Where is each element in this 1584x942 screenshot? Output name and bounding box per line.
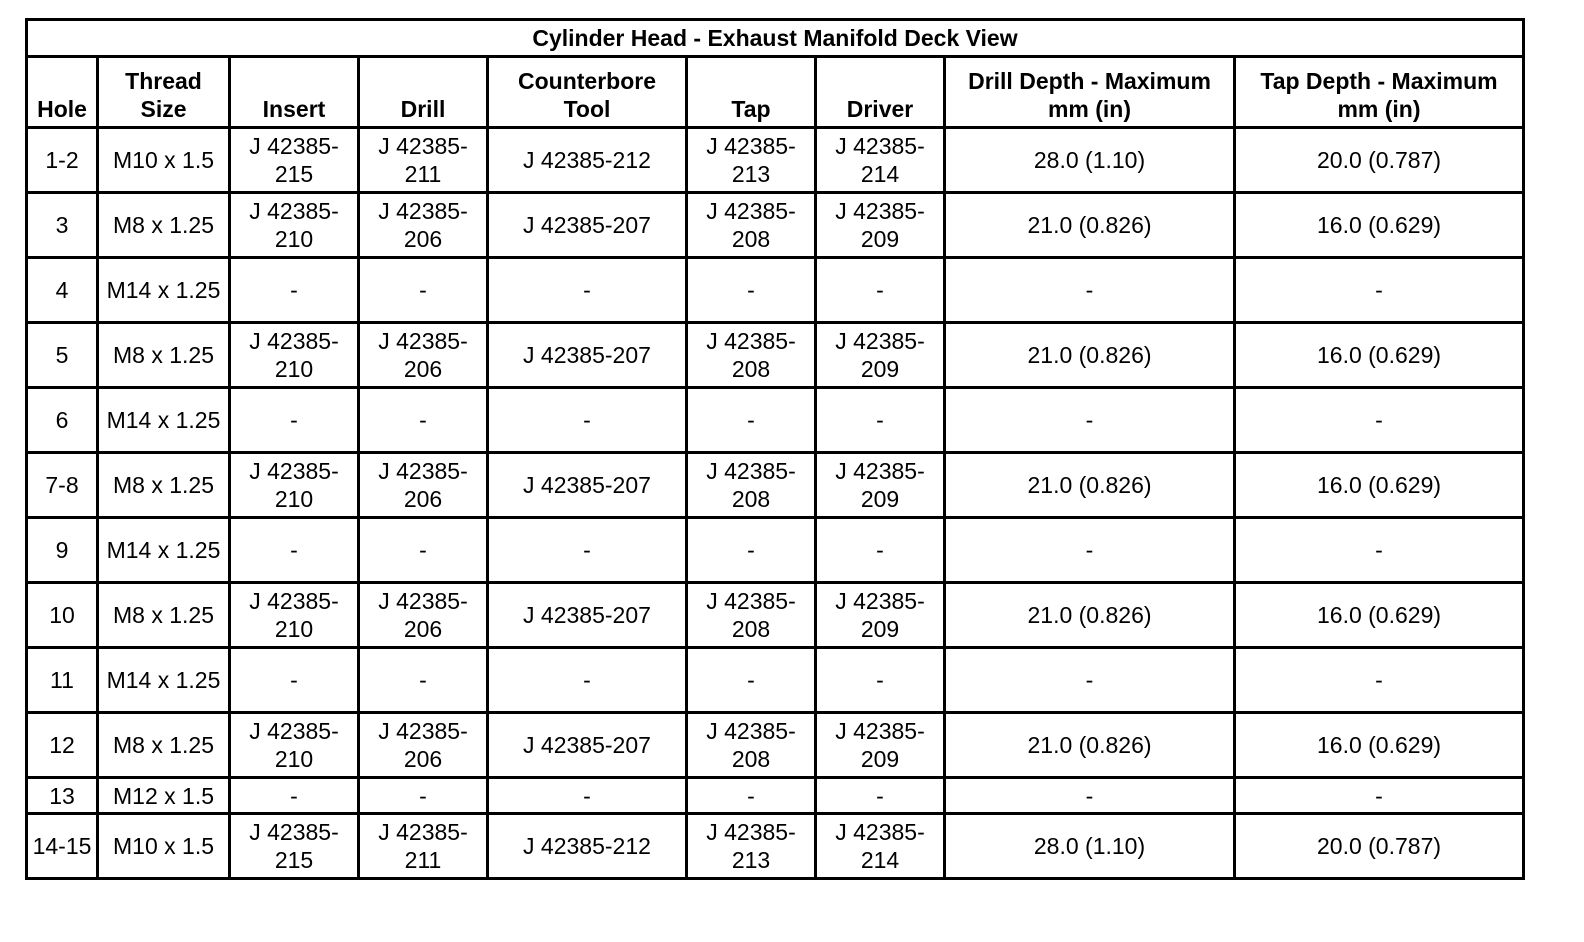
driver-cell: J 42385-209 [816,583,945,648]
table-row [27,258,1524,323]
tap-cell: J 42385-208 [687,193,816,258]
tap-cell: - [687,648,816,713]
table-row [27,814,1524,879]
table-row [27,323,1524,388]
insert-cell: J 42385-215 [230,128,359,193]
tap-depth-cell: - [1235,258,1524,323]
tap-cell: - [687,778,816,814]
tap-cell: J 42385-208 [687,583,816,648]
drill-depth-cell: - [945,518,1235,583]
insert-cell: J 42385-210 [230,583,359,648]
col-header-drill-depth: Drill Depth - Maximum mm (in) [945,57,1235,128]
counterbore-tool-cell: J 42385-207 [488,713,687,778]
drill-cell: J 42385-206 [359,713,488,778]
counterbore-tool-cell: - [488,518,687,583]
hole-cell: 14-15 [27,814,98,879]
drill-cell: J 42385-206 [359,453,488,518]
hole-cell: 3 [27,193,98,258]
tap-depth-cell: 16.0 (0.629) [1235,713,1524,778]
driver-cell: - [816,518,945,583]
drill-depth-cell: 21.0 (0.826) [945,713,1235,778]
drill-depth-cell: - [945,778,1235,814]
counterbore-tool-cell: J 42385-207 [488,583,687,648]
tap-cell: - [687,388,816,453]
table-row [27,648,1524,713]
counterbore-tool-cell: J 42385-207 [488,323,687,388]
table-row [27,713,1524,778]
drill-depth-cell: 21.0 (0.826) [945,323,1235,388]
col-header-drill: Drill [359,57,488,128]
drill-depth-cell: - [945,648,1235,713]
insert-cell: J 42385-210 [230,193,359,258]
hole-cell: 9 [27,518,98,583]
col-header-hole: Hole [27,57,98,128]
hole-cell: 5 [27,323,98,388]
driver-cell: - [816,388,945,453]
counterbore-tool-cell: J 42385-212 [488,814,687,879]
counterbore-tool-cell: - [488,258,687,323]
col-header-insert: Insert [230,57,359,128]
insert-cell: J 42385-210 [230,453,359,518]
drill-cell: - [359,258,488,323]
insert-cell: J 42385-210 [230,713,359,778]
driver-cell: J 42385-214 [816,128,945,193]
counterbore-tool-cell: J 42385-212 [488,128,687,193]
tap-cell: - [687,518,816,583]
tap-cell: - [687,258,816,323]
counterbore-tool-cell: - [488,648,687,713]
tap-depth-cell: - [1235,778,1524,814]
hole-cell: 11 [27,648,98,713]
drill-depth-cell: 28.0 (1.10) [945,128,1235,193]
hole-cell: 1-2 [27,128,98,193]
spec-table [25,18,1525,880]
driver-cell: J 42385-209 [816,323,945,388]
thread-size-cell: M12 x 1.5 [98,778,230,814]
tap-depth-cell: 16.0 (0.629) [1235,323,1524,388]
table-row [27,193,1524,258]
counterbore-tool-cell: - [488,388,687,453]
table-row [27,518,1524,583]
thread-size-cell: M8 x 1.25 [98,323,230,388]
tap-depth-cell: 16.0 (0.629) [1235,193,1524,258]
tap-depth-cell: 20.0 (0.787) [1235,128,1524,193]
thread-size-cell: M10 x 1.5 [98,128,230,193]
tap-cell: J 42385-213 [687,814,816,879]
insert-cell: - [230,648,359,713]
tap-cell: J 42385-208 [687,453,816,518]
hole-cell: 4 [27,258,98,323]
tap-depth-cell: 20.0 (0.787) [1235,814,1524,879]
hole-cell: 7-8 [27,453,98,518]
table-row [27,453,1524,518]
hole-cell: 6 [27,388,98,453]
col-header-tap-depth: Tap Depth - Maximum mm (in) [1235,57,1524,128]
thread-size-cell: M8 x 1.25 [98,453,230,518]
insert-cell: J 42385-210 [230,323,359,388]
tap-depth-cell: - [1235,388,1524,453]
tap-depth-cell: - [1235,648,1524,713]
tap-cell: J 42385-213 [687,128,816,193]
col-header-thread-size: Thread Size [98,57,230,128]
col-header-tap: Tap [687,57,816,128]
counterbore-tool-cell: J 42385-207 [488,193,687,258]
driver-cell: J 42385-209 [816,453,945,518]
insert-cell: - [230,388,359,453]
counterbore-tool-cell: J 42385-207 [488,453,687,518]
thread-size-cell: M14 x 1.25 [98,258,230,323]
tap-depth-cell: - [1235,518,1524,583]
table-row [27,583,1524,648]
thread-size-cell: M8 x 1.25 [98,583,230,648]
col-header-driver: Driver [816,57,945,128]
table-row [27,778,1524,814]
tap-depth-cell: 16.0 (0.629) [1235,453,1524,518]
driver-cell: J 42385-209 [816,713,945,778]
table-title: Cylinder Head - Exhaust Manifold Deck View [27,20,1524,57]
tap-cell: J 42385-208 [687,323,816,388]
drill-cell: - [359,518,488,583]
thread-size-cell: M14 x 1.25 [98,648,230,713]
drill-cell: - [359,778,488,814]
drill-cell: J 42385-211 [359,128,488,193]
drill-cell: J 42385-206 [359,323,488,388]
drill-cell: - [359,648,488,713]
insert-cell: - [230,518,359,583]
drill-depth-cell: 21.0 (0.826) [945,583,1235,648]
drill-cell: J 42385-206 [359,583,488,648]
drill-cell: J 42385-206 [359,193,488,258]
insert-cell: J 42385-215 [230,814,359,879]
driver-cell: - [816,778,945,814]
table-row [27,388,1524,453]
drill-depth-cell: 28.0 (1.10) [945,814,1235,879]
counterbore-tool-cell: - [488,778,687,814]
hole-cell: 10 [27,583,98,648]
drill-cell: - [359,388,488,453]
driver-cell: J 42385-209 [816,193,945,258]
thread-size-cell: M14 x 1.25 [98,388,230,453]
driver-cell: - [816,258,945,323]
insert-cell: - [230,778,359,814]
table-body [27,128,1524,879]
hole-cell: 12 [27,713,98,778]
thread-size-cell: M10 x 1.5 [98,814,230,879]
table-row [27,128,1524,193]
drill-depth-cell: 21.0 (0.826) [945,453,1235,518]
drill-depth-cell: 21.0 (0.826) [945,193,1235,258]
thread-size-cell: M8 x 1.25 [98,713,230,778]
tap-cell: J 42385-208 [687,713,816,778]
driver-cell: J 42385-214 [816,814,945,879]
thread-size-cell: M8 x 1.25 [98,193,230,258]
insert-cell: - [230,258,359,323]
col-header-counterbore-tool: Counterbore Tool [488,57,687,128]
tap-depth-cell: 16.0 (0.629) [1235,583,1524,648]
drill-cell: J 42385-211 [359,814,488,879]
driver-cell: - [816,648,945,713]
thread-size-cell: M14 x 1.25 [98,518,230,583]
hole-cell: 13 [27,778,98,814]
drill-depth-cell: - [945,388,1235,453]
drill-depth-cell: - [945,258,1235,323]
